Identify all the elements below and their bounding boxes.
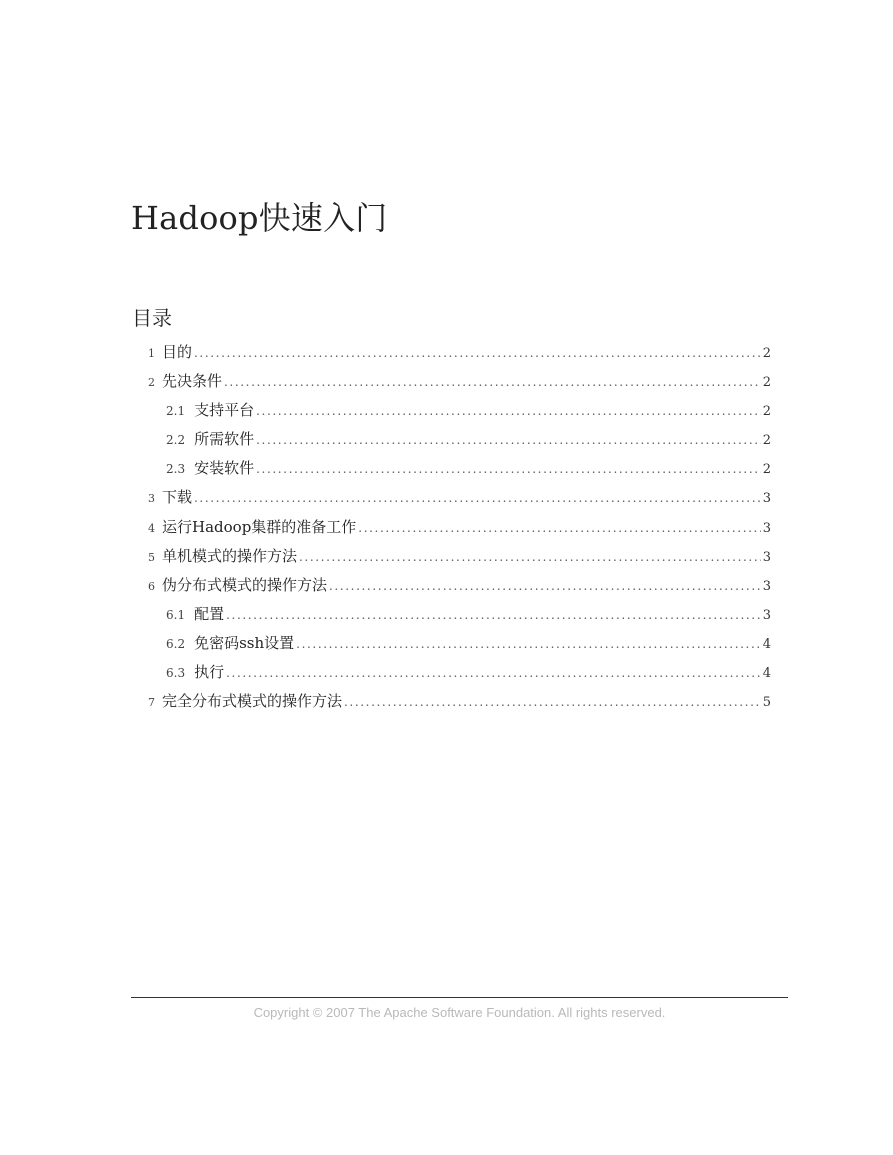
toc-entry-page: 3 bbox=[762, 578, 771, 594]
toc-entry-number: 4 bbox=[148, 521, 155, 535]
toc-entry-number: 1 bbox=[148, 347, 155, 360]
toc-entry[interactable] bbox=[148, 486, 771, 515]
toc-entry-number: 6 bbox=[148, 579, 155, 593]
toc-entry-number: 2 bbox=[148, 376, 155, 390]
toc-entry-page: 3 bbox=[762, 549, 771, 565]
toc-entry-page: 2 bbox=[762, 404, 771, 420]
toc-entry[interactable] bbox=[148, 370, 771, 399]
toc-entry-label[interactable]: 执行 bbox=[194, 663, 225, 682]
toc-entry-page: 5 bbox=[762, 695, 771, 711]
toc-entry-number: 6.1 bbox=[166, 607, 186, 622]
toc-entry-number: 5 bbox=[148, 550, 155, 564]
dot-leader bbox=[256, 462, 761, 476]
toc-subentry[interactable] bbox=[148, 661, 771, 690]
dot-leader bbox=[329, 579, 761, 593]
toc-entry-label[interactable]: 伪分布式模式的操作方法 bbox=[162, 575, 328, 594]
dot-leader bbox=[344, 695, 761, 709]
toc-entry-label[interactable]: 配置 bbox=[194, 604, 225, 623]
dot-leader bbox=[299, 550, 761, 564]
toc-entry-page: 4 bbox=[762, 666, 771, 682]
toc-entry-page: 2 bbox=[762, 346, 771, 361]
toc-entry[interactable] bbox=[148, 690, 771, 719]
toc-entry-page: 2 bbox=[762, 462, 771, 478]
toc-entry-label[interactable]: 免密码ssh设置 bbox=[194, 633, 295, 652]
toc-entry-page: 3 bbox=[762, 607, 771, 623]
toc-entry-label[interactable]: 完全分布式模式的操作方法 bbox=[162, 692, 343, 711]
dot-leader bbox=[226, 666, 761, 680]
dot-leader bbox=[256, 404, 761, 418]
toc-subentry[interactable] bbox=[148, 428, 771, 457]
document-title: Hadoop快速入门 bbox=[131, 199, 388, 237]
toc-entry-number: 6.2 bbox=[166, 636, 186, 651]
toc-entry-number: 7 bbox=[148, 696, 155, 710]
table-of-contents bbox=[148, 341, 771, 719]
toc-entry-page: 2 bbox=[762, 433, 771, 449]
footer-divider bbox=[131, 997, 788, 998]
dot-leader bbox=[224, 375, 761, 389]
dot-leader bbox=[194, 346, 761, 360]
toc-entry-page: 3 bbox=[762, 520, 771, 536]
toc-heading: 目录 bbox=[132, 306, 172, 330]
copyright-footer: Copyright © 2007 The Apache Software Foundation. All rights reserved. bbox=[253, 1005, 666, 1020]
dot-leader bbox=[358, 521, 760, 535]
toc-entry-label[interactable]: 下载 bbox=[162, 488, 193, 507]
dot-leader bbox=[226, 608, 761, 622]
toc-entry-label[interactable]: 目的 bbox=[162, 343, 193, 361]
toc-subentry[interactable] bbox=[148, 399, 771, 428]
toc-entry-page: 4 bbox=[762, 636, 771, 652]
toc-entry-label[interactable]: 安装软件 bbox=[194, 459, 255, 478]
toc-subentry[interactable] bbox=[148, 457, 771, 486]
toc-entry-page: 2 bbox=[762, 375, 771, 391]
dot-leader bbox=[296, 637, 761, 651]
toc-entry-label[interactable]: 单机模式的操作方法 bbox=[162, 546, 298, 565]
toc-entry-page: 3 bbox=[762, 491, 771, 507]
toc-subentry[interactable] bbox=[148, 603, 771, 632]
toc-subentry[interactable] bbox=[148, 632, 771, 661]
toc-entry-label[interactable]: 先决条件 bbox=[162, 372, 223, 391]
dot-leader bbox=[194, 491, 761, 505]
dot-leader bbox=[256, 433, 761, 447]
toc-entry-label[interactable]: 支持平台 bbox=[194, 401, 255, 420]
toc-entry-number: 3 bbox=[148, 492, 155, 506]
toc-entry[interactable] bbox=[148, 516, 771, 545]
toc-entry-number: 6.3 bbox=[166, 666, 186, 681]
toc-entry-number: 2.1 bbox=[166, 404, 186, 419]
toc-entry-label[interactable]: 运行Hadoop集群的准备工作 bbox=[162, 517, 357, 536]
toc-entry-number: 2.3 bbox=[166, 462, 186, 477]
toc-entry[interactable] bbox=[148, 545, 771, 574]
toc-entry[interactable] bbox=[148, 574, 771, 603]
toc-entry[interactable] bbox=[148, 341, 771, 370]
toc-entry-number: 2.2 bbox=[166, 433, 186, 448]
toc-entry-label[interactable]: 所需软件 bbox=[194, 430, 255, 449]
